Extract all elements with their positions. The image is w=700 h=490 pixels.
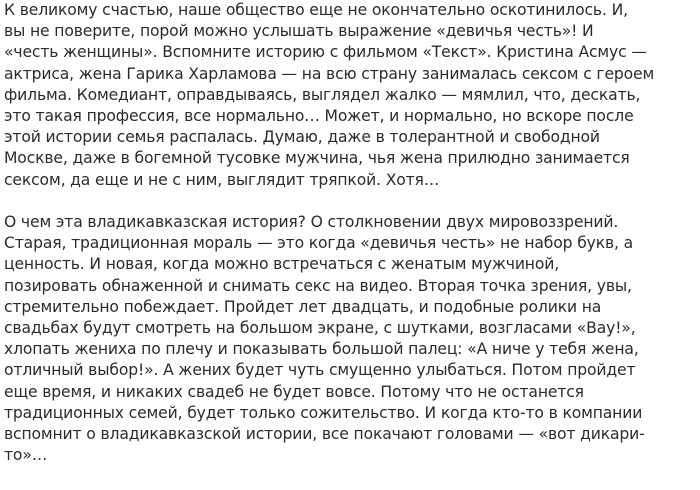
text-line: стремительно побеждает. Пройдет лет двадцать, и подобные ролики на (4, 297, 602, 316)
text-line: сексом, да еще и не с ним, выглядит тряпкой. Хотя… (4, 170, 440, 189)
text-line: то»… (4, 446, 48, 465)
text-line: этой истории семья распалась. Думаю, даже в толерантной и свободной (4, 128, 600, 147)
text-line: О чем эта владикавказская история? О столкновении двух мировоззрений. (4, 213, 619, 232)
text-line: позировать обнаженной и снимать секс на видео. Вторая точка зрения, увы, (4, 276, 632, 295)
text-line: актриса, жена Гарика Харламова — на всю страну занималась сексом с героем (4, 64, 655, 83)
text-line: еще время, и никаких свадеб не будет вовсе. Потому что не останется (4, 382, 584, 401)
text-line: ценность. И новая, когда можно встречаться с женатым мужчиной, (4, 255, 560, 274)
text-line: фильма. Комедиант, оправдываясь, выглядел жалко — мямлил, что, дескать, (4, 85, 641, 104)
text-line: отличный выбор!». А жених будет чуть смущенно улыбаться. Потом пройдет (4, 361, 636, 380)
text-line: Москве, даже в богемной тусовке мужчина, чья жена прилюдно занимается (4, 149, 630, 168)
text-line: «честь женщины». Вспомните историю с фильмом «Текст». Кристина Асмус — (4, 43, 647, 62)
text-line: вы не поверите, порой можно услышать выражение «девичья честь»! И (4, 22, 594, 41)
text-line: свадьбах будут смотреть на большом экране, с шутками, возгласами «Вау!», (4, 319, 636, 338)
text-line: вспомнит о владикавказской истории, все покачают головами — «вот дикари- (4, 425, 645, 444)
text-line: хлопать жениха по плечу и показывать большой палец: «А ниче у тебя жена, (4, 340, 639, 359)
text-line: это такая профессия, все нормально… Может, и нормально, но вскоре после (4, 107, 634, 126)
paragraph-1 (4, 0, 696, 191)
article-body (4, 0, 696, 466)
text-line: традиционных семей, будет только сожительство. И когда кто-то в компании (4, 403, 643, 422)
paragraph-gap (4, 191, 696, 212)
paragraph-2 (4, 212, 696, 466)
text-line: Старая, традиционная мораль — это когда «девичья честь» не набор букв, а (4, 234, 634, 253)
text-line: К великому счастью, наше общество еще не окончательно оскотинилось. И, (4, 1, 628, 19)
